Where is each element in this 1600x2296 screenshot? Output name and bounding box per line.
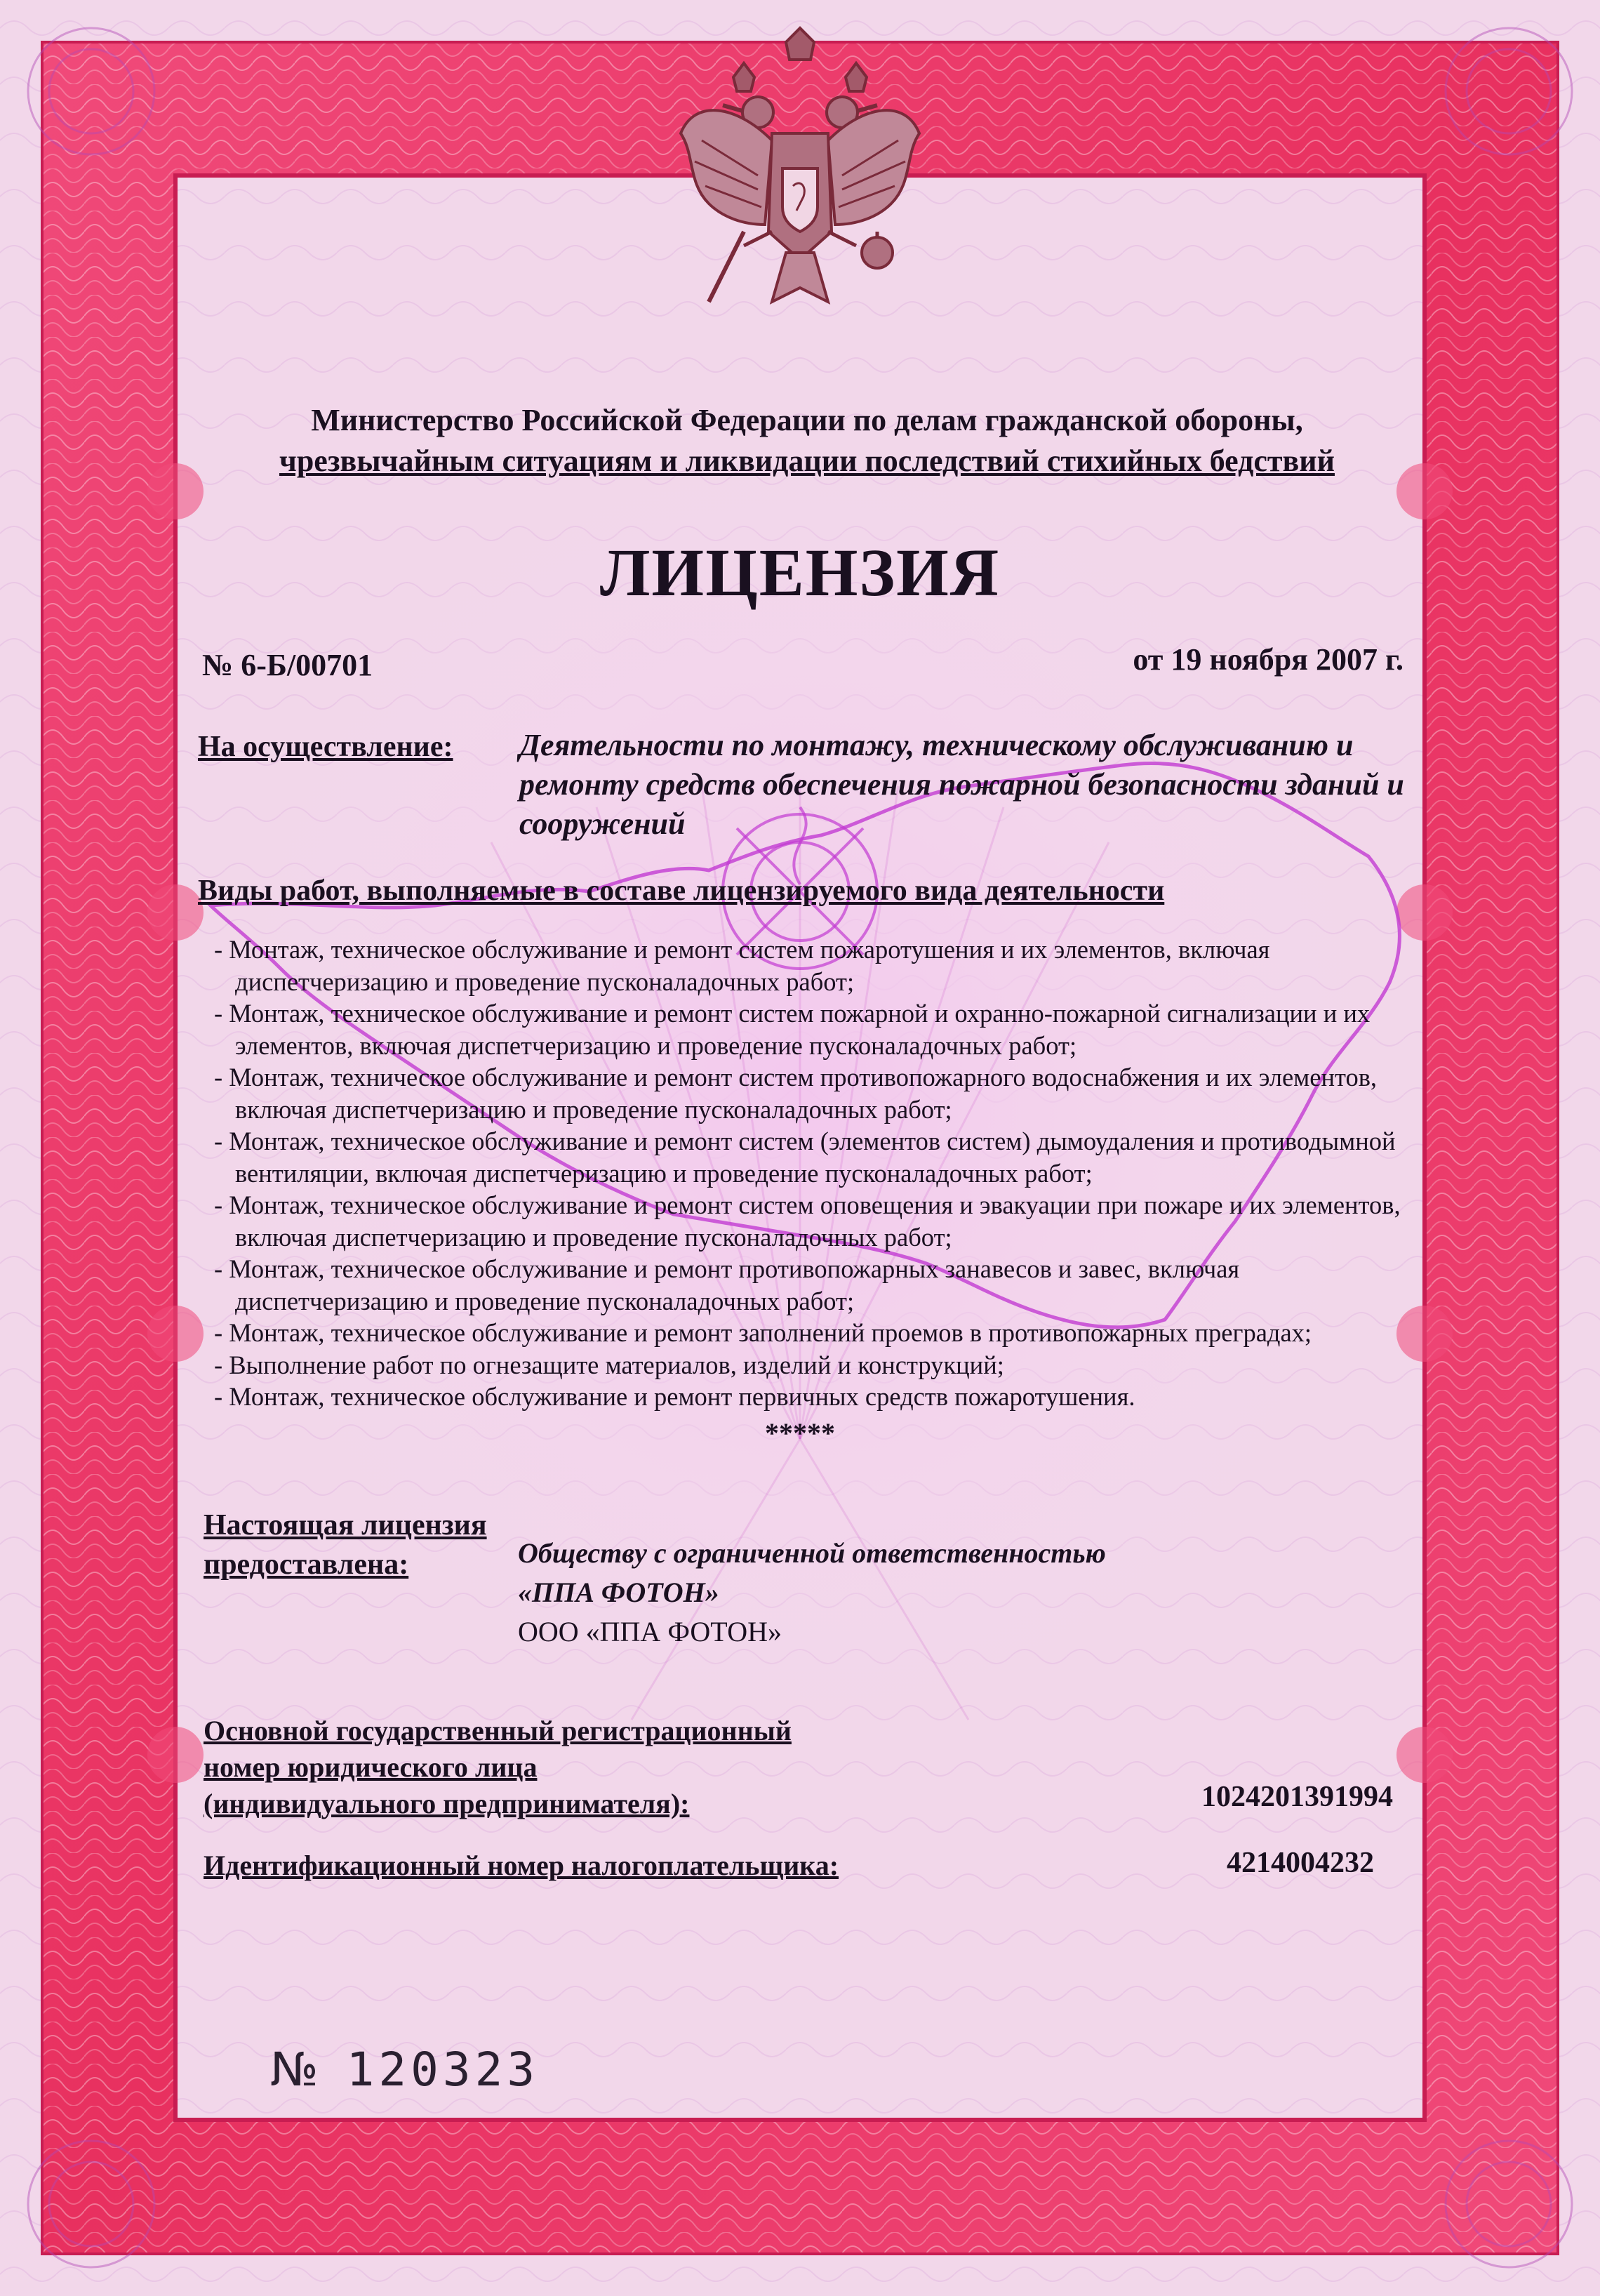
licensee-label-line-2: предоставлена: — [204, 1548, 409, 1581]
ogrn-label-line-3: (индивидуального предпринимателя): — [204, 1788, 690, 1819]
serial-number: 120323 — [346, 2043, 540, 2097]
license-number: № 6-Б/00701 — [202, 648, 373, 682]
inn-label: Идентификационный номер налогоплательщика: — [204, 1850, 839, 1881]
list-item: - Монтаж, техническое обслуживание и ремонт противопожарных занавесов и завес, включая диспетчеризацию и проведение пусконаладочных работ; — [214, 1253, 1435, 1317]
list-item: - Монтаж, техническое обслуживание и ремонт заполнений проемов в противопожарных преградах; — [214, 1317, 1435, 1349]
form-serial — [270, 2043, 539, 2097]
licensee-name-line-1: Обществу с ограниченной ответственностью — [518, 1537, 1106, 1569]
ministry-line-1: Министерство Российской Федерации по делам гражданской обороны, — [311, 403, 1303, 437]
licensee-short-name: ООО «ППА ФОТОН» — [518, 1616, 782, 1647]
list-item: - Монтаж, техническое обслуживание и ремонт первичных средств пожаротушения. — [214, 1381, 1435, 1413]
ministry-line-2: чрезвычайным ситуациям и ликвидации последствий стихийных бедствий — [279, 444, 1335, 478]
list-item: - Монтаж, техническое обслуживание и ремонт систем пожарной и охранно-пожарной сигнализации и их элементов, включая диспетчеризацию и проведение пусконаладочных работ; — [214, 997, 1435, 1061]
purpose-label: На осуществление: — [198, 731, 453, 763]
list-item: - Монтаж, техническое обслуживание и ремонт систем (элементов систем) дымоудаления и противодымной вентиляции, включая диспетчеризацию и проведение пусконаладочных работ; — [214, 1125, 1435, 1189]
licensee-label-line-1: Настоящая лицензия — [204, 1509, 487, 1541]
ogrn-label-line-2: номер юридического лица — [204, 1751, 538, 1783]
list-item: - Монтаж, техническое обслуживание и ремонт систем пожаротушения и их элементов, включая диспетчеризацию и проведение пусконаладочных работ; — [214, 934, 1435, 997]
serial-prefix: № — [270, 2043, 319, 2097]
works-title: Виды работ, выполняемые в составе лицензируемого вида деятельности — [198, 875, 1165, 907]
license-date: от 19 ноября 2007 г. — [1133, 642, 1404, 677]
inn-value: 4214004232 — [1227, 1847, 1374, 1879]
list-item: - Монтаж, техническое обслуживание и ремонт систем противопожарного водоснабжения и их элементов, включая диспетчеризацию и проведение пусконаладочных работ; — [214, 1061, 1435, 1125]
licensee-name — [518, 1534, 1430, 1652]
document-title: ЛИЦЕНЗИЯ — [599, 535, 1001, 610]
russian-coat-of-arms-icon — [667, 21, 933, 337]
licensee-name-line-2: «ППА ФОТОН» — [518, 1577, 719, 1608]
works-list — [214, 934, 1435, 1413]
ministry-name — [211, 400, 1404, 482]
list-item: - Монтаж, техническое обслуживание и ремонт систем оповещения и эвакуации при пожаре и их элементов, включая диспетчеризацию и проведение пусконаладочных работ; — [214, 1189, 1435, 1253]
section-separator: ***** — [765, 1417, 835, 1449]
ogrn-label — [204, 1713, 792, 1822]
list-item: - Выполнение работ по огнезащите материалов, изделий и конструкций; — [214, 1349, 1435, 1381]
ogrn-label-line-1: Основной государственный регистрационный — [204, 1715, 792, 1746]
ogrn-value: 1024201391994 — [1201, 1781, 1393, 1813]
purpose-text: Деятельности по монтажу, техническому обслуживанию и ремонту средств обеспечения пожарной безопасности зданий и сооружений — [519, 728, 1404, 841]
licensee-label — [204, 1506, 487, 1584]
